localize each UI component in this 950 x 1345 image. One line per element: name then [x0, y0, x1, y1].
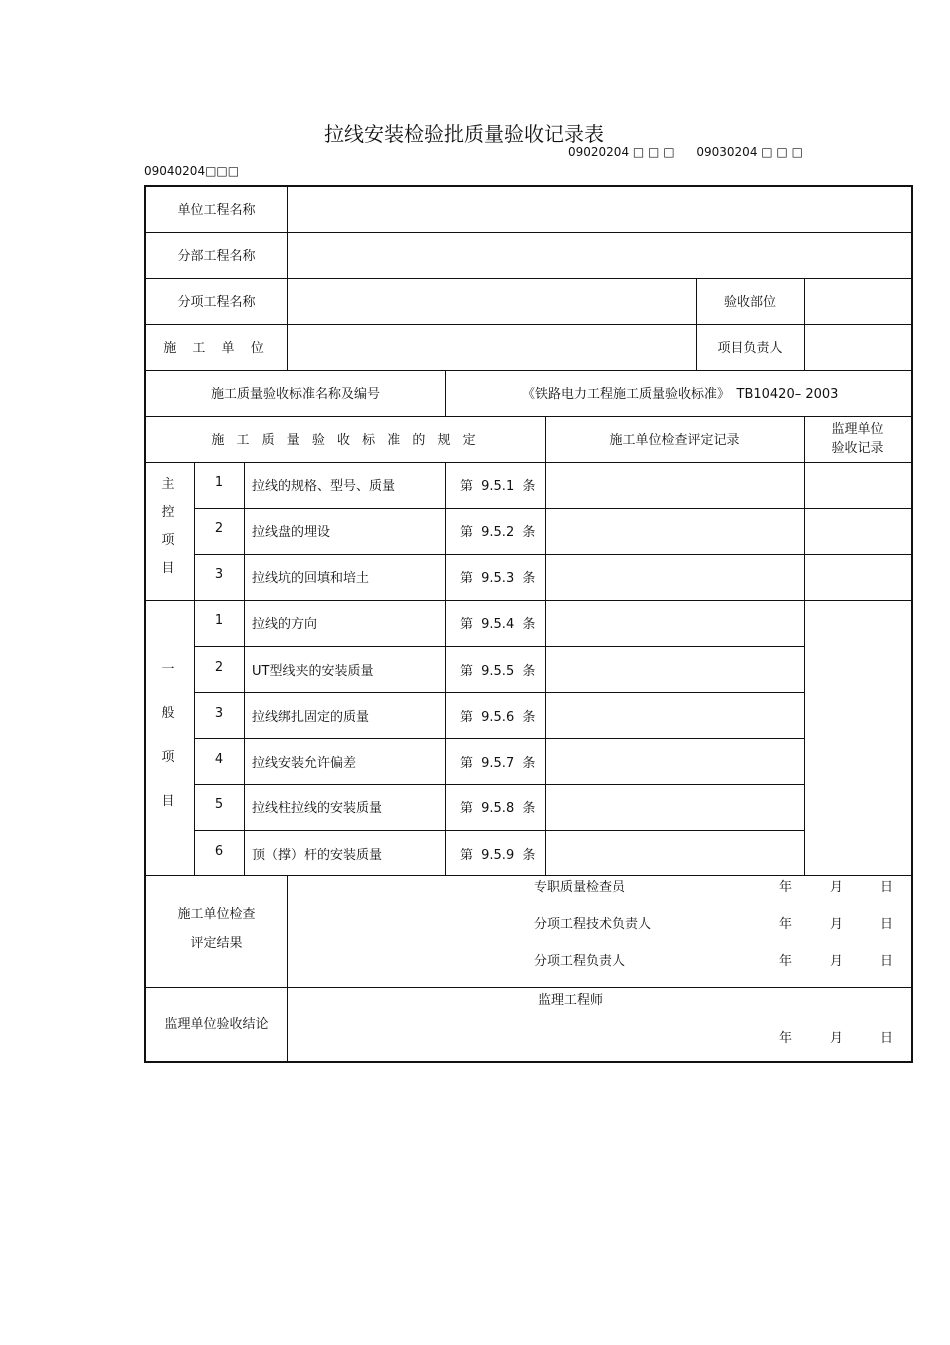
form-code: 09040204□□□ — [144, 164, 240, 178]
item-number: 6 — [214, 844, 224, 859]
signer-supervising-engineer: 监理工程师 — [538, 993, 604, 1008]
item-clause: 第 9.5.8 条 — [460, 801, 536, 816]
item-clause: 第 9.5.3 条 — [460, 571, 536, 586]
item-name: 拉线的方向 — [252, 617, 318, 632]
item-name: 顶（撑）杆的安装质量 — [252, 848, 383, 863]
project-manager-label: 项目负责人 — [717, 341, 783, 356]
supervision-result-label: 监理单位验收结论 — [164, 1017, 269, 1032]
item-number: 1 — [214, 613, 224, 628]
item-name: 拉线安装允许偏差 — [252, 756, 357, 771]
signer-technical-lead: 分项工程技术负责人 — [534, 917, 652, 932]
standard-label: 施工质量验收标准名称及编号 — [210, 387, 380, 402]
date-day: 日 — [880, 954, 894, 969]
item-number: 3 — [214, 706, 224, 721]
division-project-label: 分部工程名称 — [177, 249, 256, 264]
inspection-part-label: 验收部位 — [723, 295, 776, 310]
item-clause: 第 9.5.1 条 — [460, 479, 536, 494]
date-year: 年 — [779, 917, 793, 932]
date-day: 日 — [880, 917, 894, 932]
item-clause: 第 9.5.5 条 — [460, 664, 536, 679]
construction-result-label-line1: 施工单位检查 — [177, 907, 256, 922]
item-number: 4 — [214, 752, 224, 767]
construction-record-header: 施工单位检查评定记录 — [609, 433, 740, 448]
date-day: 日 — [880, 880, 894, 895]
signer-quality-inspector: 专职质量检查员 — [534, 880, 626, 895]
item-number: 5 — [214, 797, 224, 812]
item-number: 2 — [214, 660, 224, 675]
item-clause: 第 9.5.4 条 — [460, 617, 536, 632]
item-name: UT型线夹的安装质量 — [252, 664, 374, 679]
construction-unit-label: 施 工 单 位 — [163, 341, 270, 356]
subitem-project-label: 分项工程名称 — [177, 295, 256, 310]
date-year: 年 — [779, 954, 793, 969]
standard-rules-header: 施 工 质 量 验 收 标 准 的 规 定 — [211, 433, 480, 448]
date-month: 月 — [830, 917, 844, 932]
item-number: 3 — [214, 567, 224, 582]
unit-project-label: 单位工程名称 — [177, 203, 256, 218]
item-clause: 第 9.5.9 条 — [460, 848, 536, 863]
item-clause: 第 9.5.2 条 — [460, 525, 536, 540]
date-month: 月 — [830, 954, 844, 969]
item-number: 1 — [214, 475, 224, 490]
item-clause: 第 9.5.7 条 — [460, 756, 536, 771]
date-month: 月 — [830, 1031, 844, 1046]
item-number: 2 — [214, 521, 224, 536]
date-day: 日 — [880, 1031, 894, 1046]
supervision-record-header-line1: 监理单位 — [831, 422, 884, 437]
date-year: 年 — [779, 1031, 793, 1046]
form-code: 09030204 □ □ □ — [696, 145, 803, 159]
date-month: 月 — [830, 880, 844, 895]
standard-value: 《铁路电力工程施工质量验收标准》 TB10420– 2003 — [522, 387, 839, 402]
supervision-record-header-line2: 验收记录 — [831, 441, 884, 456]
construction-result-label-line2: 评定结果 — [190, 936, 243, 951]
item-name: 拉线坑的回填和培土 — [252, 571, 370, 586]
item-name: 拉线的规格、型号、质量 — [252, 479, 396, 494]
item-name: 拉线盘的埋设 — [252, 525, 331, 540]
form-codes-line1 — [568, 145, 821, 159]
item-name: 拉线柱拉线的安装质量 — [252, 801, 383, 816]
form-title: 拉线安装检验批质量验收记录表 — [324, 122, 604, 146]
item-clause: 第 9.5.6 条 — [460, 710, 536, 725]
date-year: 年 — [779, 880, 793, 895]
form-code: 09020204 □ □ □ — [568, 145, 675, 159]
item-name: 拉线绑扎固定的质量 — [252, 710, 370, 725]
main-control-label: 主 控 项 目 — [161, 477, 175, 576]
general-items-label: 一 般 项 目 — [161, 662, 175, 809]
signer-subitem-lead: 分项工程负责人 — [534, 954, 626, 969]
inspection-form-table — [144, 185, 913, 1063]
